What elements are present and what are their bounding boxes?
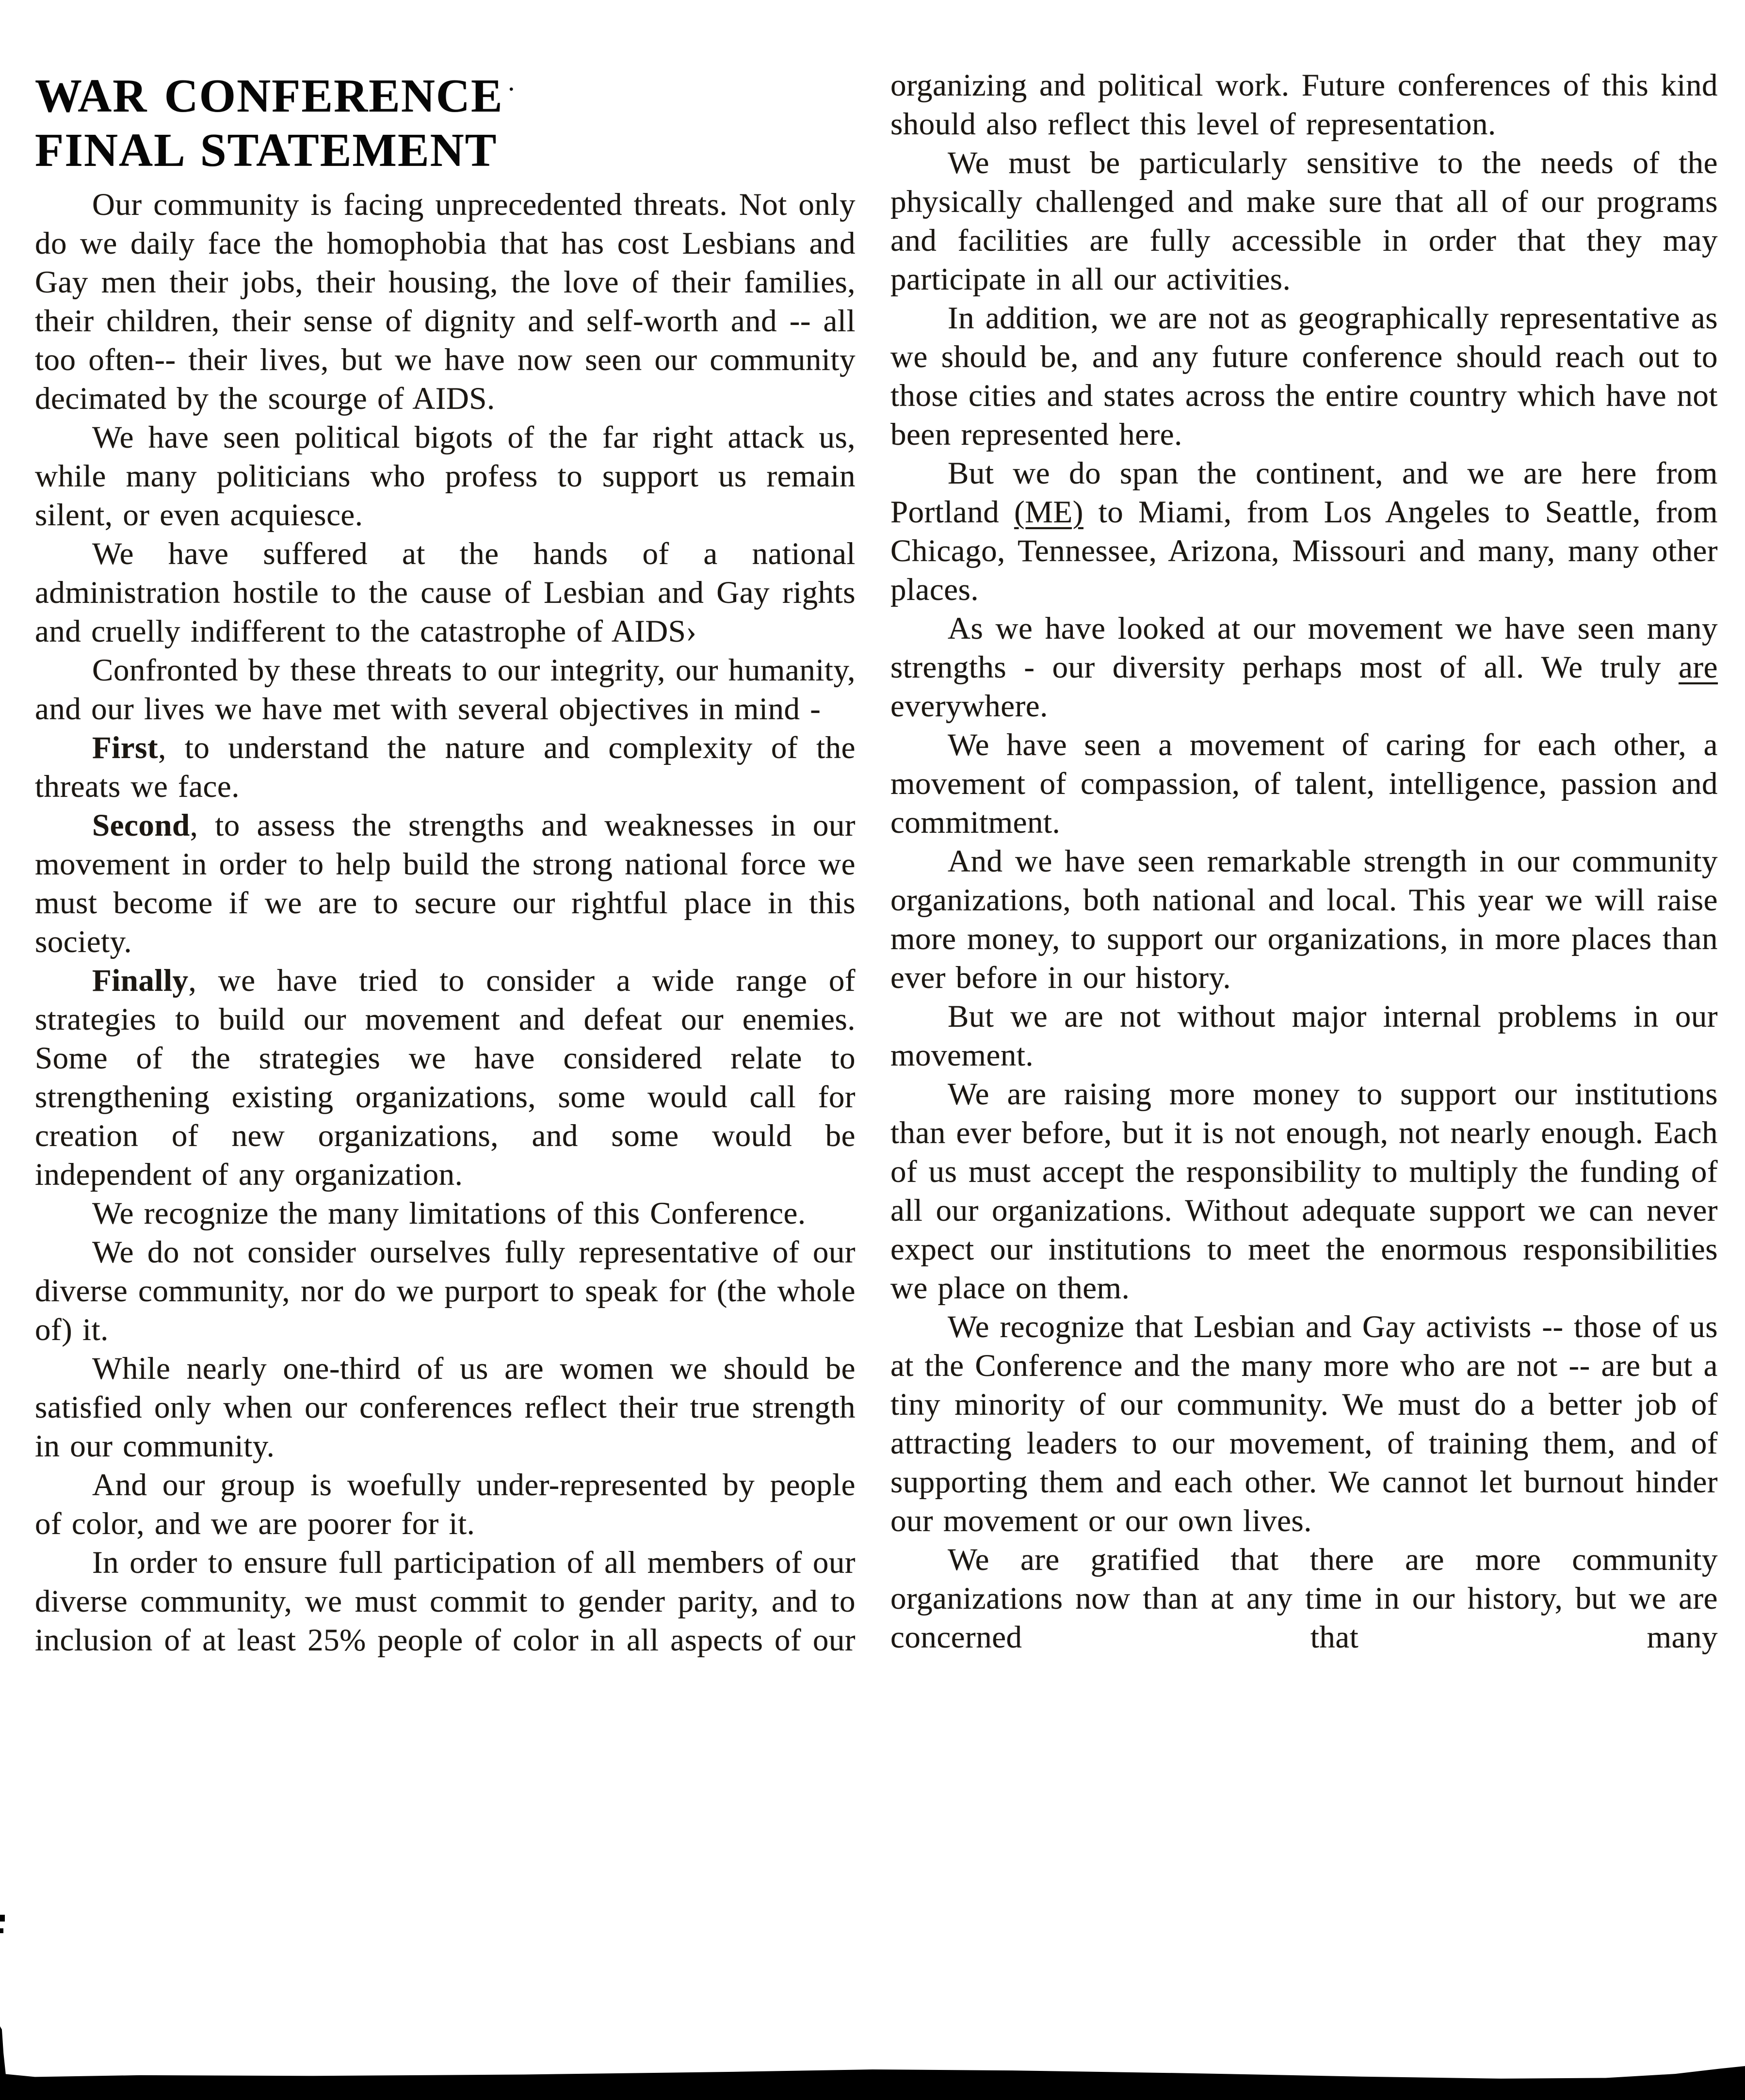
page-title: WAR CONFERENCE · FINAL STATEMENT — [35, 70, 516, 176]
paragraph: And we have seen remarkable strength in our community organizations, both national and local. This year we will raise more money, to support our organizations, in more places than ever before in our history. — [890, 844, 1718, 995]
title-line-1: WAR CONFERENCE — [35, 70, 503, 122]
paragraph: We are gratified that there are more community organizations now than at any time in our history, but we are concerned that many — [890, 1542, 1718, 1655]
paragraph: In order to ensure full participation of all members of our diverse community, we must commit to gender parity, and to inclusion of at least 25% people of color in all aspects of our — [35, 1545, 856, 1658]
paragraph: We are raising more money to support our institutions than ever before, but it is not enough, not nearly enough. Each of us must accept the responsibility to multiply the funding of all our organizations. Without adequate support we can never expect our institutions to meet the enormous responsibilities we place on them. — [890, 1077, 1718, 1306]
paragraph: And our group is woefully under-represented by people of color, and we are poorer for it. — [35, 1468, 856, 1541]
paragraph: We have seen political bigots of the far right attack us, while many politicians who profess to support us remain silent, or even acquiesce. — [35, 420, 856, 533]
paragraph: organizing and political work. Future conferences of this kind should also reflect this level of representation. — [890, 68, 1718, 142]
left-column-paragraphs — [35, 185, 856, 1660]
paragraph: We have suffered at the hands of a national administration hostile to the cause of Lesbian and Gay rights and cruelly indifferent to the catastrophe of AIDS› — [35, 536, 856, 649]
left-column — [35, 69, 856, 1660]
paragraph: While nearly one-third of us are women we should be satisfied only when our conferences reflect their true strength in our community. — [35, 1351, 856, 1464]
paragraph: We have seen a movement of caring for each other, a movement of compassion, of talent, intelligence, passion and commitment. — [890, 727, 1718, 840]
paragraph: We recognize the many limitations of this Conference. — [92, 1196, 806, 1231]
paragraph: We recognize that Lesbian and Gay activists -- those of us at the Conference and the many more who are not -- are but a tiny minority of our community. We must do a better job of attracting leaders to our movement, of training them, and of supporting them and each other. We cannot let burnout hinder our movement or our own lives. — [890, 1309, 1718, 1538]
paragraph: We must be particularly sensitive to the needs of the physically challenged and make sure that all of our programs and facilities are fully accessible in order that they may participate in all our activities. — [890, 145, 1718, 297]
paragraph: Confronted by these threats to our integrity, our humanity, and our lives we have met with several objectives in mind - — [35, 653, 856, 727]
paragraph: Our community is facing unprecedented threats. Not only do we daily face the homophobia that has cost Lesbians and Gay men their jobs, their housing, the love of their families, their children, their sense of dignity and self-worth and -- all too often-- their lives, but we have now seen our community decimated by the scourge of AIDS. — [35, 187, 856, 416]
paragraph: In addition, we are not as geographically representative as we should be, and any future conference should reach out to those cities and states across the entire country which have not been represented here. — [890, 301, 1718, 452]
scan-artifact-speck — [0, 1928, 3, 1933]
right-column-paragraphs — [890, 66, 1718, 1657]
scan-artifact-left-edge — [0, 2026, 6, 2080]
scan-artifact-speck — [0, 1915, 5, 1922]
paragraph: Finally, we have tried to consider a wide range of strategies to build our movement and defeat our enemies. Some of the strategies we have considered relate to strengthening existing organizations, some would call for creation of new organizations, and some would be independent of any organization. — [35, 963, 856, 1192]
paragraph: First, to understand the nature and complexity of the threats we face. — [35, 730, 856, 804]
title-line-2: FINAL STATEMENT — [35, 124, 498, 176]
paragraph: Second, to assess the strengths and weaknesses in our movement in order to help build the strong national force we must become if we are to secure our rightful place in this society. — [35, 808, 856, 959]
paragraph: But we are not without major internal problems in our movement. — [890, 999, 1718, 1073]
right-column — [890, 66, 1718, 1657]
scan-artifact-bottom-bar — [0, 2066, 1745, 2100]
paragraph: As we have looked at our movement we have seen many strengths - our diversity perhaps most of all. We truly are everywhere. — [890, 611, 1718, 724]
paragraph: We do not consider ourselves fully representative of our diverse community, nor do we purport to speak for (the whole of) it. — [35, 1235, 856, 1347]
paragraph: But we do span the continent, and we are here from Portland (ME) to Miami, from Los Angeles to Seattle, from Chicago, Tennessee, Arizona, Missouri and many, many other places. — [890, 456, 1718, 607]
